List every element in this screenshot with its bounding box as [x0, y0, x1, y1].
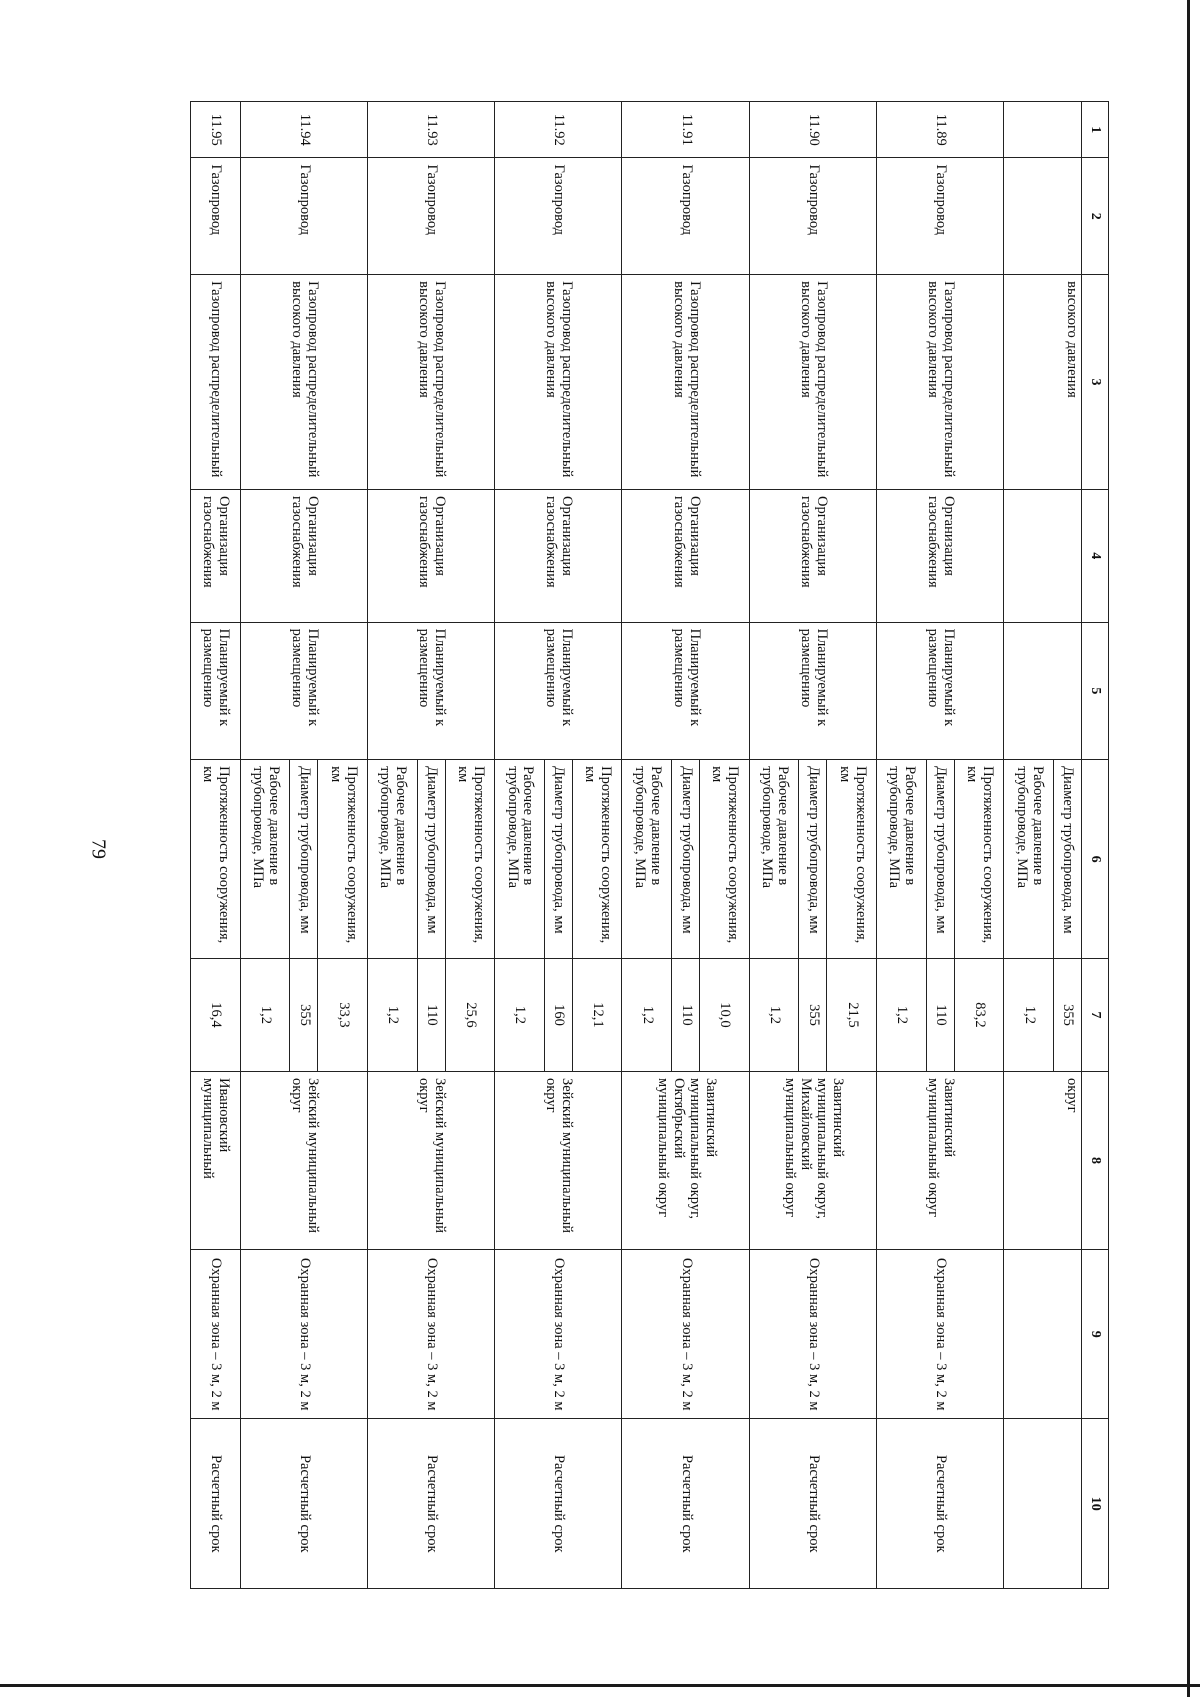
- cell-param-name: Диаметр трубопровода, мм: [926, 760, 954, 959]
- table-row: [954, 102, 1004, 1589]
- cell-param-value: 1,2: [1004, 959, 1054, 1072]
- cell-object: Газопровод: [240, 158, 367, 275]
- cell-param-value: 21,5: [827, 959, 877, 1072]
- cell-purpose: Газопровод распределительный высокого давления: [240, 275, 367, 490]
- cell-param-value: 1,2: [240, 959, 290, 1072]
- cell-param-name: Диаметр трубопровода, мм: [544, 760, 572, 959]
- scan-edge-bottom: [0, 1684, 1200, 1687]
- cell-param-name: Рабочее давление в трубопроводе, МПа: [1004, 760, 1054, 959]
- cell-location: округ: [1004, 1071, 1082, 1249]
- column-header-4: 4: [1082, 489, 1109, 622]
- cell-param-name: Рабочее давление в трубопроводе, МПа: [367, 760, 417, 959]
- page-number: 79: [87, 839, 110, 859]
- cell-param-value: 355: [290, 959, 318, 1072]
- table-row: [445, 102, 495, 1589]
- cell-param-value: 110: [926, 959, 954, 1072]
- cell-param-value: 355: [799, 959, 827, 1072]
- cell-num: [1004, 102, 1082, 158]
- column-header-2: 2: [1082, 158, 1109, 275]
- cell-num: 11.90: [749, 102, 876, 158]
- cell-param-value: 12,1: [572, 959, 622, 1072]
- table-row: [572, 102, 622, 1589]
- cell-status: Планируемый к размещению: [367, 622, 494, 760]
- column-header-3: 3: [1082, 275, 1109, 490]
- cell-term: [1004, 1419, 1082, 1589]
- cell-param-name: Протяженность сооружения, км: [318, 760, 368, 959]
- cell-object: Газопровод: [495, 158, 622, 275]
- cell-param-value: 160: [544, 959, 572, 1072]
- cell-term: Расчетный срок: [240, 1419, 367, 1589]
- cell-status: Планируемый к размещению: [622, 622, 749, 760]
- cell-term: Расчетный срок: [877, 1419, 1004, 1589]
- cell-param-value: 1,2: [877, 959, 927, 1072]
- cell-param-value: 355: [1053, 959, 1081, 1072]
- cell-param-value: 1,2: [367, 959, 417, 1072]
- cell-zone: Охранная зона – 3 м, 2 м: [749, 1250, 876, 1419]
- cell-purpose: Газопровод распределительный: [191, 275, 241, 490]
- column-header-10: 10: [1082, 1419, 1109, 1589]
- cell-param-name: Рабочее давление в трубопроводе, МПа: [749, 760, 799, 959]
- cell-location: Зейский муниципальный округ: [240, 1071, 367, 1249]
- cell-param-name: Протяженность сооружения, км: [445, 760, 495, 959]
- cell-status: Планируемый к размещению: [240, 622, 367, 760]
- cell-location: Зейский муниципальный округ: [495, 1071, 622, 1249]
- cell-status: Планируемый к размещению: [877, 622, 1004, 760]
- cell-param-value: 16,4: [191, 959, 241, 1072]
- column-header-1: 1: [1082, 102, 1109, 158]
- cell-num: 11.91: [622, 102, 749, 158]
- cell-object: [1004, 158, 1082, 275]
- cell-param-name: Рабочее давление в трубопроводе, МПа: [622, 760, 672, 959]
- cell-term: Расчетный срок: [749, 1419, 876, 1589]
- cell-param-name: Диаметр трубопровода, мм: [417, 760, 445, 959]
- column-header-8: 8: [1082, 1071, 1109, 1249]
- cell-zone: Охранная зона – 3 м, 2 м: [191, 1250, 241, 1419]
- cell-num: 11.89: [877, 102, 1004, 158]
- cell-num: 11.94: [240, 102, 367, 158]
- cell-num: 11.92: [495, 102, 622, 158]
- cell-param-name: Диаметр трубопровода, мм: [1053, 760, 1081, 959]
- cell-purpose: высокого давления: [1004, 275, 1082, 490]
- cell-param-value: 33,3: [318, 959, 368, 1072]
- cell-param-name: Диаметр трубопровода, мм: [799, 760, 827, 959]
- cell-object: Газопровод: [622, 158, 749, 275]
- cell-param-value: 1,2: [622, 959, 672, 1072]
- cell-owner: [1004, 489, 1082, 622]
- cell-param-name: Диаметр трубопровода, мм: [290, 760, 318, 959]
- cell-location: Завитинский муниципальный округ, Михайловский муниципальный округ: [749, 1071, 876, 1249]
- cell-owner: Организация газоснабжения: [367, 489, 494, 622]
- cell-zone: Охранная зона – 3 м, 2 м: [240, 1250, 367, 1419]
- cell-param-value: 110: [672, 959, 700, 1072]
- cell-status: Планируемый к размещению: [749, 622, 876, 760]
- cell-purpose: Газопровод распределительный высокого давления: [877, 275, 1004, 490]
- table-sheet: [190, 101, 1109, 1589]
- cell-owner: Организация газоснабжения: [240, 489, 367, 622]
- cell-object: Газопровод: [191, 158, 241, 275]
- cell-param-value: 1,2: [749, 959, 799, 1072]
- cell-zone: Охранная зона – 3 м, 2 м: [622, 1250, 749, 1419]
- header-row: [1082, 102, 1109, 1589]
- cell-status: Планируемый к размещению: [495, 622, 622, 760]
- table-row: [318, 102, 368, 1589]
- cell-param-value: 10,0: [700, 959, 750, 1072]
- cell-param-value: 1,2: [495, 959, 545, 1072]
- data-table: [190, 101, 1109, 1589]
- cell-param-name: Рабочее давление в трубопроводе, МПа: [240, 760, 290, 959]
- cell-owner: Организация газоснабжения: [749, 489, 876, 622]
- cell-param-name: Протяженность сооружения, км: [572, 760, 622, 959]
- column-header-7: 7: [1082, 959, 1109, 1072]
- cell-owner: Организация газоснабжения: [495, 489, 622, 622]
- cell-location: Ивановский муниципальный: [191, 1071, 241, 1249]
- cell-status: Планируемый к размещению: [191, 622, 241, 760]
- table-row: [700, 102, 750, 1589]
- cell-term: Расчетный срок: [622, 1419, 749, 1589]
- cell-term: Расчетный срок: [191, 1419, 241, 1589]
- cell-object: Газопровод: [749, 158, 876, 275]
- column-header-9: 9: [1082, 1250, 1109, 1419]
- scan-edge-right: [1187, 0, 1190, 1697]
- cell-purpose: Газопровод распределительный высокого давления: [749, 275, 876, 490]
- cell-purpose: Газопровод распределительный высокого давления: [495, 275, 622, 490]
- cell-zone: [1004, 1250, 1082, 1419]
- cell-zone: Охранная зона – 3 м, 2 м: [495, 1250, 622, 1419]
- cell-zone: Охранная зона – 3 м, 2 м: [877, 1250, 1004, 1419]
- cell-term: Расчетный срок: [495, 1419, 622, 1589]
- cell-owner: Организация газоснабжения: [877, 489, 1004, 622]
- cell-location: Зейский муниципальный округ: [367, 1071, 494, 1249]
- cell-purpose: Газопровод распределительный высокого давления: [622, 275, 749, 490]
- cell-object: Газопровод: [877, 158, 1004, 275]
- column-header-6: 6: [1082, 760, 1109, 959]
- cell-param-name: Протяженность сооружения, км: [954, 760, 1004, 959]
- cell-location: Завитинский муниципальный округ, Октябрьский муниципальный округ: [622, 1071, 749, 1249]
- cell-num: 11.95: [191, 102, 241, 158]
- cell-location: Завитинский муниципальный округ: [877, 1071, 1004, 1249]
- cell-param-value: 110: [417, 959, 445, 1072]
- cell-owner: Организация газоснабжения: [191, 489, 241, 622]
- cell-status: [1004, 622, 1082, 760]
- table-row: [191, 102, 241, 1589]
- column-header-5: 5: [1082, 622, 1109, 760]
- cell-param-name: Протяженность сооружения, км: [700, 760, 750, 959]
- cell-param-value: 83,2: [954, 959, 1004, 1072]
- cell-param-name: Рабочее давление в трубопроводе, МПа: [877, 760, 927, 959]
- table-row: [827, 102, 877, 1589]
- cell-param-name: Диаметр трубопровода, мм: [672, 760, 700, 959]
- cell-param-name: Рабочее давление в трубопроводе, МПа: [495, 760, 545, 959]
- cell-param-name: Протяженность сооружения, км: [191, 760, 241, 959]
- table-body: [191, 102, 1082, 1589]
- cell-param-name: Протяженность сооружения, км: [827, 760, 877, 959]
- cell-purpose: Газопровод распределительный высокого давления: [367, 275, 494, 490]
- cell-num: 11.93: [367, 102, 494, 158]
- cell-zone: Охранная зона – 3 м, 2 м: [367, 1250, 494, 1419]
- cell-owner: Организация газоснабжения: [622, 489, 749, 622]
- continuation-row: [1053, 102, 1081, 1589]
- cell-object: Газопровод: [367, 158, 494, 275]
- cell-param-value: 25,6: [445, 959, 495, 1072]
- cell-term: Расчетный срок: [367, 1419, 494, 1589]
